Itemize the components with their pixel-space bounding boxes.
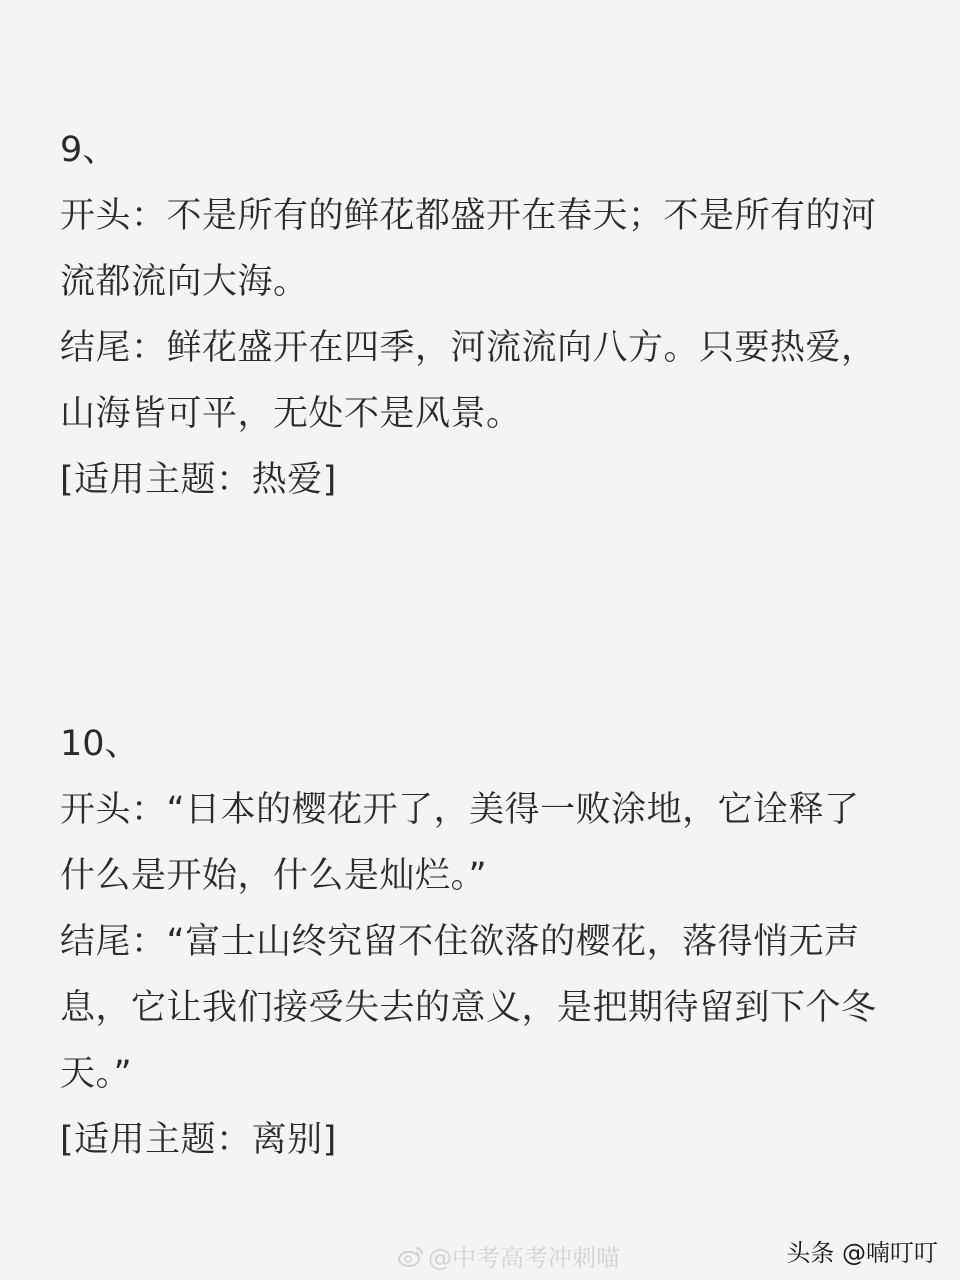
- opening-line-1: 开头：不是所有的鲜花都盛开在春天；不是所有的河: [60, 196, 877, 236]
- ending-line-2: 山海皆可平，无处不是风景。: [60, 394, 522, 434]
- entry-number: 9、: [60, 130, 118, 170]
- ending-line-1: 结尾：“富士山终究留不住欲落的樱花，落得悄无声: [60, 922, 860, 962]
- entry-number: 10、: [60, 724, 140, 764]
- ending-line-2: 息，它让我们接受失去的意义，是把期待留到下个冬: [60, 988, 877, 1028]
- theme-tag: [适用主题：热爱]: [60, 460, 337, 500]
- opening-line-2: 流都流向大海。: [60, 262, 309, 302]
- entry-9: [60, 117, 910, 513]
- entry-10: [60, 711, 910, 1173]
- weibo-icon: [398, 1245, 424, 1267]
- opening-line-1: 开头：“日本的樱花开了，美得一败涂地，它诠释了: [60, 790, 860, 830]
- opening-line-2: 什么是开始，什么是灿烂。”: [60, 856, 488, 896]
- theme-tag: [适用主题：离别]: [60, 1120, 337, 1160]
- ending-line-1: 结尾：鲜花盛开在四季，河流流向八方。只要热爱，: [60, 328, 877, 368]
- source-label: 头条 @喃叮叮: [786, 1239, 938, 1267]
- ending-line-3: 天。”: [60, 1054, 133, 1094]
- watermark: [398, 1238, 620, 1273]
- watermark-text: @中考高考冲刺喵: [428, 1244, 620, 1272]
